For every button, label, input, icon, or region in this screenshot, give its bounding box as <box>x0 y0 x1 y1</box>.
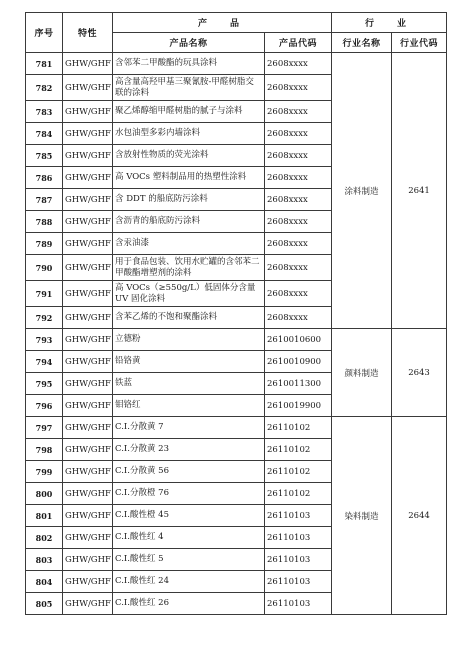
seq-cell: 802 <box>26 527 63 549</box>
product-code-cell: 2610019900 <box>265 395 332 417</box>
product-code-cell: 2608xxxx <box>265 189 332 211</box>
product-code-cell: 26110103 <box>265 571 332 593</box>
property-cell: GHW/GHF <box>63 549 113 571</box>
product-name-cell: 含放射性物质的荧光涂料 <box>113 145 265 167</box>
header-row-top <box>26 13 447 33</box>
product-name-cell: C.I.分散橙 76 <box>113 483 265 505</box>
product-code-cell: 2608xxxx <box>265 255 332 281</box>
product-code-cell: 2608xxxx <box>265 75 332 101</box>
industry-group-header: 行 业 <box>332 13 447 33</box>
property-cell: GHW/GHF <box>63 189 113 211</box>
property-header: 特性 <box>63 13 113 53</box>
product-name-cell: 含汞油漆 <box>113 233 265 255</box>
industry-code-cell: 2644 <box>392 417 447 615</box>
industry-name-cell: 颜料制造 <box>332 329 392 417</box>
property-cell: GHW/GHF <box>63 123 113 145</box>
industry-code-cell: 2643 <box>392 329 447 417</box>
property-cell: GHW/GHF <box>63 211 113 233</box>
seq-cell: 795 <box>26 373 63 395</box>
property-cell: GHW/GHF <box>63 75 113 101</box>
property-cell: GHW/GHF <box>63 571 113 593</box>
product-name-cell: C.I.酸性红 26 <box>113 593 265 615</box>
product-code-cell: 2608xxxx <box>265 233 332 255</box>
product-name-cell: 用于食品包装、饮用水贮罐的含邻苯二甲酸酯增塑剂的涂料 <box>113 255 265 281</box>
product-name-cell: 高含量高羟甲基三聚氰胺-甲醛树脂交联的涂料 <box>113 75 265 101</box>
seq-cell: 786 <box>26 167 63 189</box>
product-name-cell: 聚乙烯醇缩甲醛树脂的腻子与涂料 <box>113 101 265 123</box>
product-name-cell: C.I.酸性红 5 <box>113 549 265 571</box>
seq-cell: 784 <box>26 123 63 145</box>
property-cell: GHW/GHF <box>63 439 113 461</box>
product-name-cell: 钼铬红 <box>113 395 265 417</box>
product-code-cell: 26110103 <box>265 527 332 549</box>
seq-cell: 785 <box>26 145 63 167</box>
industry-code-cell: 2641 <box>392 53 447 329</box>
product-code-cell: 26110102 <box>265 417 332 439</box>
seq-cell: 781 <box>26 53 63 75</box>
table-row <box>26 329 447 351</box>
product-name-cell: 铅铬黄 <box>113 351 265 373</box>
product-code-cell: 2608xxxx <box>265 101 332 123</box>
seq-cell: 783 <box>26 101 63 123</box>
property-cell: GHW/GHF <box>63 233 113 255</box>
product-code-cell: 26110102 <box>265 483 332 505</box>
property-cell: GHW/GHF <box>63 101 113 123</box>
industry-name-cell: 涂料制造 <box>332 53 392 329</box>
product-code-cell: 2610010600 <box>265 329 332 351</box>
property-cell: GHW/GHF <box>63 255 113 281</box>
table-row <box>26 53 447 75</box>
product-code-cell: 2608xxxx <box>265 167 332 189</box>
industry-name-cell: 染料制造 <box>332 417 392 615</box>
product-name-cell: C.I.分散黄 56 <box>113 461 265 483</box>
property-cell: GHW/GHF <box>63 527 113 549</box>
property-cell: GHW/GHF <box>63 167 113 189</box>
property-cell: GHW/GHF <box>63 351 113 373</box>
table-row <box>26 417 447 439</box>
seq-cell: 805 <box>26 593 63 615</box>
product-code-cell: 2608xxxx <box>265 281 332 307</box>
product-code-cell: 2608xxxx <box>265 145 332 167</box>
product-name-cell: C.I.分散黄 7 <box>113 417 265 439</box>
product-group-header: 产 品 <box>113 13 332 33</box>
product-name-cell: C.I.分散黄 23 <box>113 439 265 461</box>
product-code-cell: 26110103 <box>265 505 332 527</box>
property-cell: GHW/GHF <box>63 329 113 351</box>
seq-header: 序号 <box>26 13 63 53</box>
property-cell: GHW/GHF <box>63 417 113 439</box>
product-name-cell: 含沥青的船底防污涂料 <box>113 211 265 233</box>
product-name-cell: C.I.酸性红 4 <box>113 527 265 549</box>
product-code-cell: 26110102 <box>265 439 332 461</box>
seq-cell: 782 <box>26 75 63 101</box>
product-code-cell: 2608xxxx <box>265 211 332 233</box>
seq-cell: 799 <box>26 461 63 483</box>
property-cell: GHW/GHF <box>63 483 113 505</box>
product-name-cell: 含 DDT 的船底防污涂料 <box>113 189 265 211</box>
product-code-cell: 2610010900 <box>265 351 332 373</box>
product-name-cell: 高 VOCs 塑料制品用的热塑性涂料 <box>113 167 265 189</box>
product-name-cell: 水包油型多彩内墙涂料 <box>113 123 265 145</box>
product-name-cell: 高 VOCs（≥550g/L）低固体分含量 UV 固化涂料 <box>113 281 265 307</box>
table-body <box>26 53 447 615</box>
product-name-cell: C.I.酸性红 24 <box>113 571 265 593</box>
product-code-cell: 26110103 <box>265 549 332 571</box>
product-name-cell: C.I.酸性橙 45 <box>113 505 265 527</box>
property-cell: GHW/GHF <box>63 395 113 417</box>
seq-cell: 803 <box>26 549 63 571</box>
seq-cell: 801 <box>26 505 63 527</box>
property-cell: GHW/GHF <box>63 307 113 329</box>
property-cell: GHW/GHF <box>63 505 113 527</box>
product-name-header: 产品名称 <box>113 33 265 53</box>
property-cell: GHW/GHF <box>63 461 113 483</box>
property-cell: GHW/GHF <box>63 593 113 615</box>
product-name-cell: 含邻苯二甲酸酯的玩具涂料 <box>113 53 265 75</box>
hazardous-products-table <box>25 12 447 615</box>
seq-cell: 797 <box>26 417 63 439</box>
product-code-cell: 26110102 <box>265 461 332 483</box>
seq-cell: 798 <box>26 439 63 461</box>
industry-name-header: 行业名称 <box>332 33 392 53</box>
product-name-cell: 铁蓝 <box>113 373 265 395</box>
product-code-cell: 2608xxxx <box>265 53 332 75</box>
seq-cell: 794 <box>26 351 63 373</box>
product-code-cell: 2608xxxx <box>265 307 332 329</box>
property-cell: GHW/GHF <box>63 281 113 307</box>
property-cell: GHW/GHF <box>63 53 113 75</box>
product-code-cell: 26110103 <box>265 593 332 615</box>
seq-cell: 791 <box>26 281 63 307</box>
seq-cell: 790 <box>26 255 63 281</box>
industry-code-header: 行业代码 <box>392 33 447 53</box>
product-name-cell: 含苯乙烯的不饱和聚酯涂料 <box>113 307 265 329</box>
seq-cell: 800 <box>26 483 63 505</box>
seq-cell: 788 <box>26 211 63 233</box>
product-name-cell: 立德粉 <box>113 329 265 351</box>
seq-cell: 804 <box>26 571 63 593</box>
seq-cell: 787 <box>26 189 63 211</box>
seq-cell: 792 <box>26 307 63 329</box>
product-code-header: 产品代码 <box>265 33 332 53</box>
seq-cell: 796 <box>26 395 63 417</box>
property-cell: GHW/GHF <box>63 373 113 395</box>
product-code-cell: 2610011300 <box>265 373 332 395</box>
seq-cell: 793 <box>26 329 63 351</box>
product-code-cell: 2608xxxx <box>265 123 332 145</box>
seq-cell: 789 <box>26 233 63 255</box>
property-cell: GHW/GHF <box>63 145 113 167</box>
